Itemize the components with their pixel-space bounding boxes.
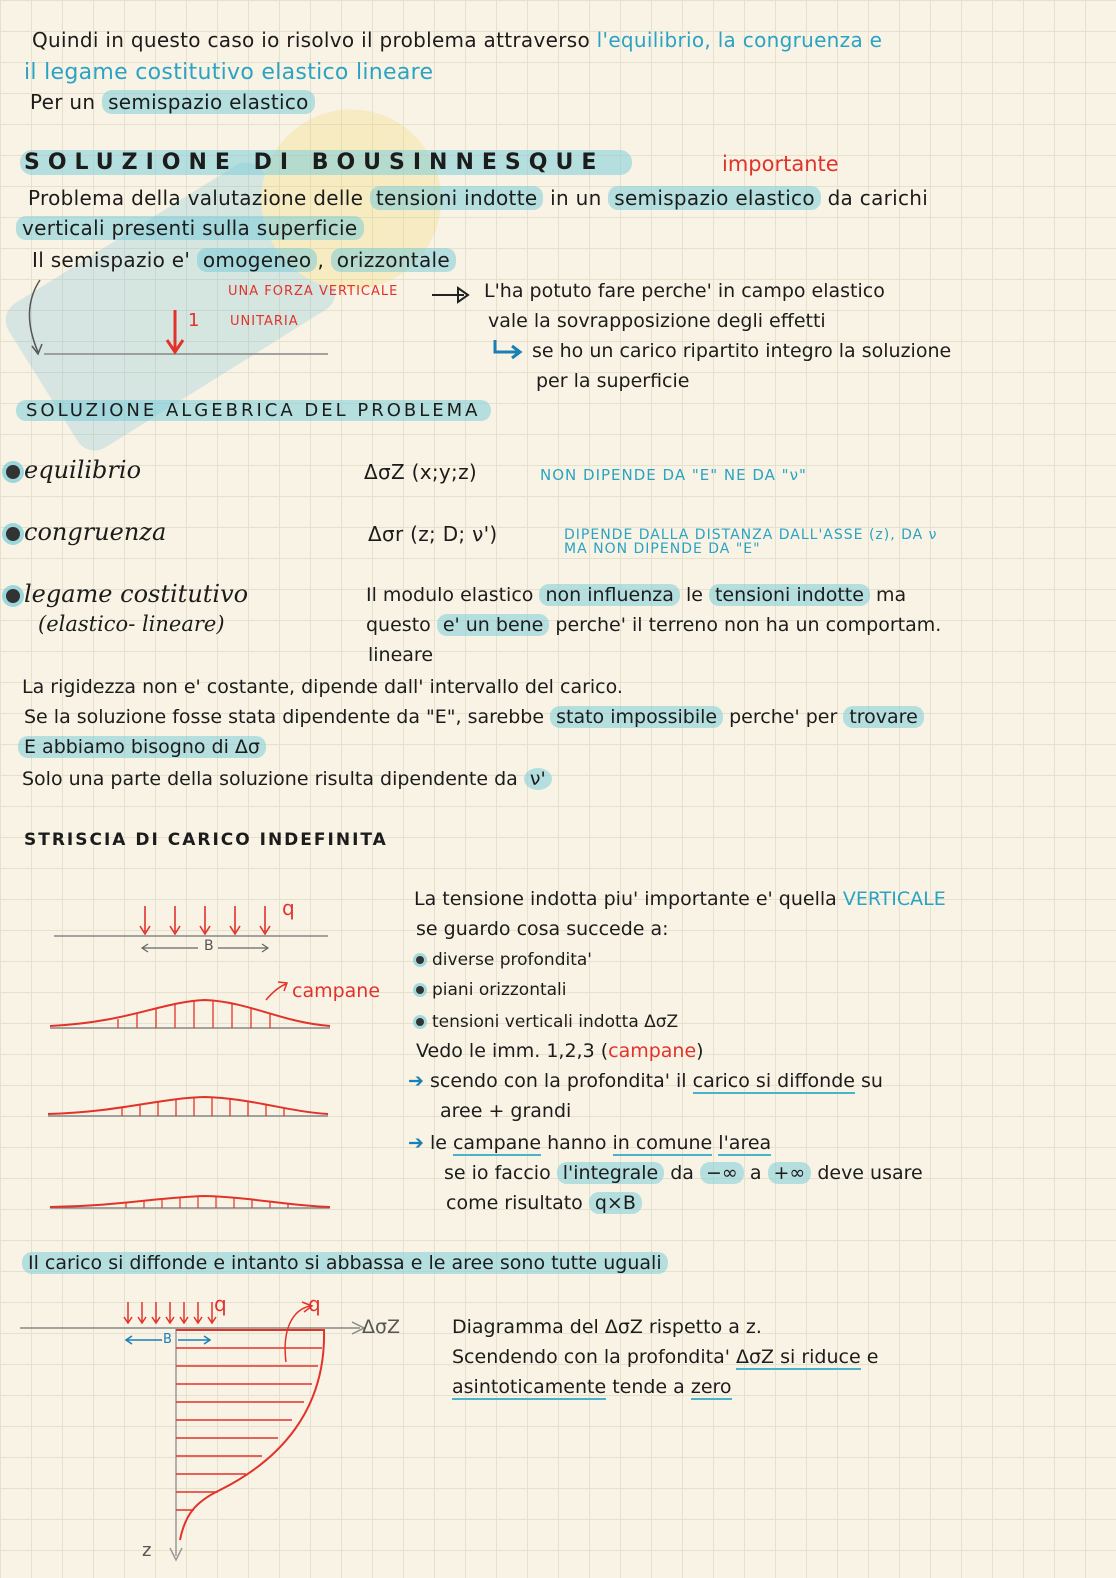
striscia-bullet-2: piani orizzontali (416, 980, 567, 1000)
striscia-title: STRISCIA DI CARICO INDEFINITA (24, 830, 388, 850)
elastic-note-4: per la superficie (536, 370, 690, 392)
intro-line-2: il legame costitutivo elastico lineare (24, 60, 434, 85)
strip-b-label: B (204, 938, 214, 954)
importante-label: importante (722, 152, 839, 176)
force-value: 1 (188, 310, 200, 331)
arrow-right-icon (432, 286, 474, 304)
poisson-line: Solo una parte della soluzione risulta dipendente da ν' (22, 768, 552, 790)
arrow-return-icon (492, 338, 528, 360)
algebrica-title: SOLUZIONE ALGEBRICA DEL PROBLEMA (16, 400, 491, 421)
intro-line-1: Quindi in questo caso io risolvo il problema attraverso l'equilibrio, la congruenza e (32, 28, 883, 52)
striscia-text-3: Vedo le imm. 1,2,3 (campane) (416, 1040, 704, 1062)
boussinesq-title: SOLUZIONE DI BOUSINNESQUE (20, 150, 632, 175)
diagram-z-label: z (142, 1540, 152, 1561)
diagram-text-2: Scendendo con la profondita' ΔσZ si riduce e (452, 1346, 879, 1368)
striscia-bullet-1: diverse profondita' (416, 950, 592, 970)
congruenza-formula: Δσr (z; D; ν') (368, 522, 498, 546)
delta-sigma-z-diagram (20, 1290, 420, 1570)
strip-q-label: q (282, 896, 295, 920)
intro-line-3: Per un semispazio elastico (30, 90, 315, 114)
diagram-b-label: B (163, 1332, 172, 1347)
legame-note-1: Il modulo elastico non influenza le tensioni indotte ma (366, 584, 907, 606)
legame-note-3: lineare (368, 644, 434, 666)
item-congruenza: congruenza (6, 518, 166, 546)
diagram-axis-label: ΔσZ (362, 1316, 401, 1338)
striscia-text-8: come risultato q×B (446, 1192, 642, 1214)
striscia-text-1: La tensione indotta piu' importante e' quella VERTICALE (414, 888, 946, 910)
campane-label: campane (292, 980, 381, 1002)
boussinesq-paragraph-3: Il semispazio e' omogeneo , orizzontale (32, 248, 456, 272)
elastic-note-3: se ho un carico ripartito integro la soluzione (532, 340, 952, 362)
striscia-bullet-3: tensioni verticali indotta ΔσZ (416, 1012, 678, 1032)
rigidezza-line: La rigidezza non e' costante, dipende dall' intervallo del carico. (22, 676, 623, 698)
congruenza-note: DIPENDE DALLA DISTANZA DALL'ASSE (z), DA ν MA NON DIPENDE DA "E" (564, 527, 938, 557)
diagram-text-1: Diagramma del ΔσZ rispetto a z. (452, 1316, 762, 1338)
dependence-line: Se la soluzione fosse stata dipendente da "E", sarebbe stato impossibile perche' per trovare (24, 706, 924, 728)
diagram-text-3: asintoticamente tende a zero (452, 1376, 732, 1398)
striscia-text-7: se io faccio l'integrale da −∞ a +∞ deve usare (444, 1162, 923, 1184)
legame-subtitle: (elastico- lineare) (38, 612, 225, 636)
equilibrio-note: NON DIPENDE DA "E" NE DA "ν" (540, 466, 807, 484)
legame-note-2: questo e' un bene perche' il terreno non ha un comportam. (366, 614, 942, 636)
force-label-1: UNA FORZA VERTICALE (228, 284, 399, 299)
force-label-2: UNITARIA (230, 314, 299, 329)
equilibrio-formula: ΔσZ (x;y;z) (364, 460, 477, 484)
striscia-text-5: aree + grandi (440, 1100, 572, 1122)
striscia-text-2: se guardo cosa succede a: (416, 918, 669, 940)
diffusione-line: Il carico si diffonde e intanto si abbassa e le aree sono tutte uguali (22, 1252, 668, 1274)
delta-sigma-line: E abbiamo bisogno di Δσ (18, 736, 266, 758)
diagram-q-label: q (214, 1292, 227, 1316)
item-legame: legame costitutivo (6, 580, 248, 608)
item-equilibrio: equilibrio (6, 456, 141, 484)
boussinesq-paragraph-2: verticali presenti sulla superficie (16, 216, 364, 240)
boussinesq-paragraph-1: Problema della valutazione delle tensioni indotte in un semispazio elastico da carichi (28, 186, 929, 210)
diagram-q2-label: q (308, 1292, 321, 1316)
elastic-note-1: L'ha potuto fare perche' in campo elastico (484, 280, 885, 302)
striscia-text-4: ➔ scendo con la profondita' il carico si diffonde su (408, 1070, 883, 1092)
striscia-text-6: ➔ le campane hanno in comune l'area (408, 1132, 772, 1154)
elastic-note-2: vale la sovrapposizione degli effetti (488, 310, 826, 332)
